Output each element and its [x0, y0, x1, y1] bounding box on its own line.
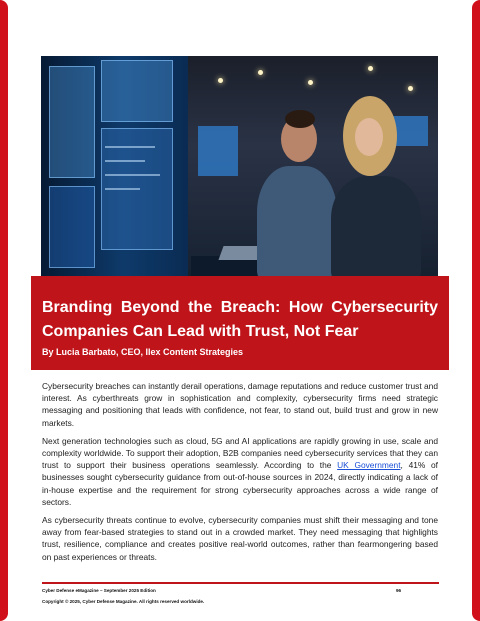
page-number: 96: [396, 588, 402, 593]
footer-copyright: Copyright © 2025, Cyber Defense Magazine. All rights reserved worldwide.: [42, 599, 205, 604]
man-figure: [257, 166, 337, 282]
uk-government-link[interactable]: UK Government: [337, 460, 401, 471]
paragraph-2: Next generation technologies such as cloud, 5G and AI applications are rapidly growing in use, scale and complexity worldwide. To support their adoption, B2B companies need cybersecurity services that they can trust to support their business operations seamlessly. According to the UK Government, 41% of businesses sought cybersecurity guidance from out-of-house sources in 2024, directly indicating a lack of in-house expertise and the requirement for strong cybersecurity approaches across a wide range of sectors.: [42, 435, 439, 507]
left-red-edge: [0, 0, 8, 621]
footer-edition: Cyber Defense eMagazine – September 2025 Edition: [42, 588, 156, 593]
paragraph-1: Cybersecurity breaches can instantly derail operations, damage reputations and reduce customer trust and interest. As cyberthreats grow in sophistication and complexity, cybersecurity firms need strategic messaging and positioning that leads with confidence, not fear, to stand out, build trust and grow in new markets.: [42, 381, 438, 428]
woman-figure: [331, 176, 421, 282]
article-body: [42, 380, 438, 569]
paragraph-3: As cybersecurity threats continue to evolve, cybersecurity companies must shift their messaging and tone away from fear-based strategies to stand out in a crowded market. They need messaging that highlights trust, resilience, compliance and creates positive real-world outcomes, rather than fearmongering based on past experiences or threats.: [42, 515, 438, 562]
article-title: Branding Beyond the Breach: How Cybersecurity Companies Can Lead with Trust, Not Fear: [42, 299, 438, 340]
right-red-edge: [472, 0, 480, 621]
data-wall: [41, 56, 191, 282]
article-byline: By Lucia Barbato, CEO, Ilex Content Strategies: [42, 347, 244, 357]
footer-rule: [42, 582, 439, 584]
hero-image: [41, 56, 438, 282]
